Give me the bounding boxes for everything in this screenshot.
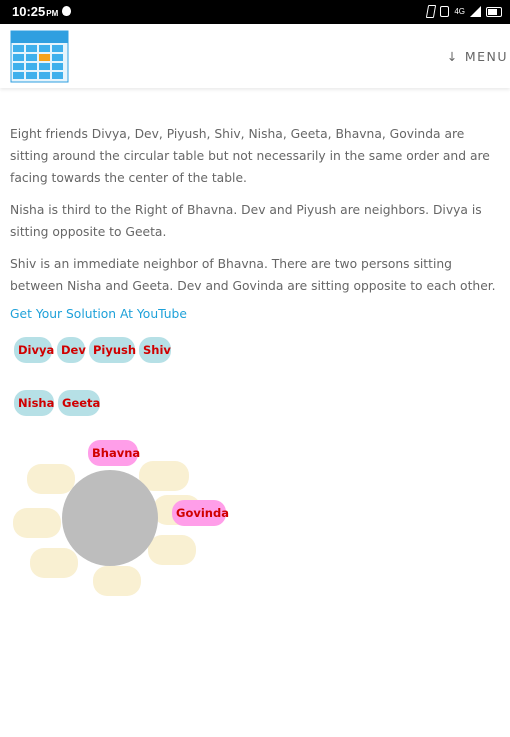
seat-top-left[interactable] [27,464,75,494]
bluetooth-icon [426,5,436,18]
status-time: 10:25PM [12,4,59,19]
name-chip-geeta[interactable]: Geeta [58,390,100,416]
vibrate-icon [440,6,449,17]
name-chip-nisha[interactable]: Nisha [14,390,54,416]
seat-bottom-right[interactable] [148,535,196,565]
menu-arrow-icon: ↓ [446,49,459,64]
battery-icon [486,7,502,17]
round-table [62,470,158,566]
signal-icon [470,6,481,17]
youtube-link[interactable]: Get Your Solution At YouTube [10,307,187,321]
paragraph: Eight friends Divya, Dev, Piyush, Shiv, Nisha, Geeta, Bhavna, Govinda are sitting around the circular table but not necessarily in the same order and are facing towards the center of the table. [10,127,490,185]
seat-top-bhavna[interactable]: Bhavna [88,440,138,466]
seat-left[interactable] [13,508,61,538]
menu-label: MENU [464,49,508,64]
status-icons [427,5,502,18]
notification-icon [62,6,71,16]
name-chip-piyush[interactable]: Piyush [89,337,135,363]
name-chip-dev[interactable]: Dev [57,337,85,363]
menu-button[interactable] [447,49,508,64]
seat-bottom-left[interactable] [30,548,78,578]
puzzle-description [10,123,500,307]
name-chip-divya[interactable]: Divya [14,337,52,363]
calendar-logo-icon[interactable] [10,30,69,83]
site-header [0,24,510,88]
status-bar [0,0,510,24]
seat-govinda[interactable]: Govinda [172,500,226,526]
paragraph: Shiv is an immediate neighbor of Bhavna. There are two persons sitting between Nisha and Geeta. Dev and Govinda are sitting opposite to each other. [10,257,496,293]
paragraph: Nisha is third to the Right of Bhavna. Dev and Piyush are neighbors. Divya is sitting opposite to Geeta. [10,203,482,239]
network-type: 4G [454,7,465,16]
name-chip-shiv[interactable]: Shiv [139,337,171,363]
seat-bottom[interactable] [93,566,141,596]
